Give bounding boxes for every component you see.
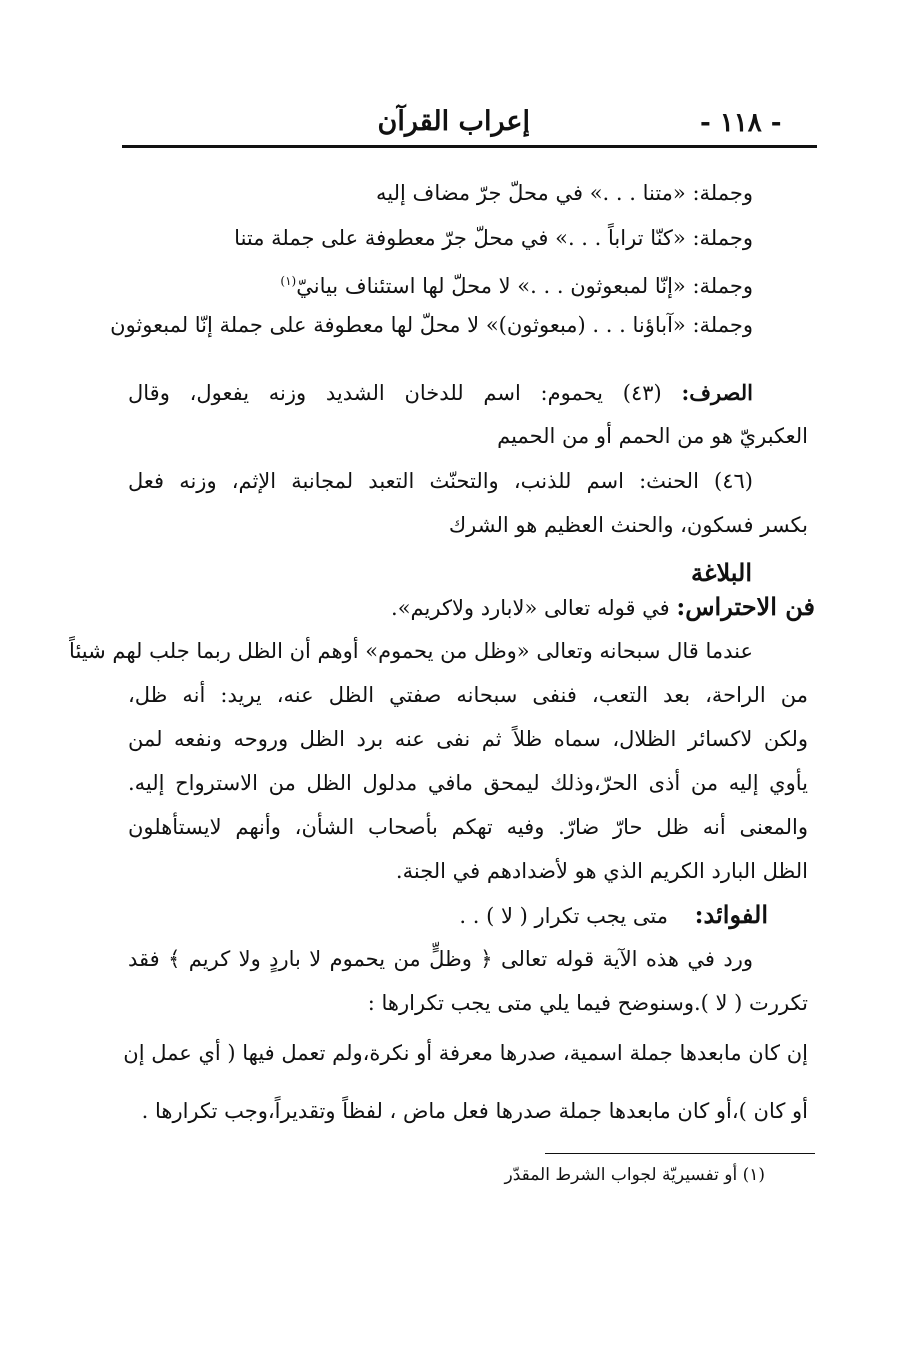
sarf-line: بكسر فسكون، والحنث العظيم هو الشرك: [448, 513, 808, 537]
sentence-line: وجملة: «متنا . . .» في محلّ جرّ مضاف إليه: [376, 181, 753, 205]
sarf-line: (٤٦) الحنث: اسم للذنب، والتحنّث التعبد لمجانبة الإثم، وزنه فعل: [128, 469, 753, 493]
footnote-rule: [545, 1153, 815, 1154]
sentence-line: [280, 266, 753, 301]
sentence-line: وجملة: «كنّا تراباً . . .» في محلّ جرّ معطوفة على جملة متنا: [234, 226, 753, 250]
fawaid-title: متى يجب تكرار ( لا ) . .: [459, 904, 668, 928]
header-rule: [122, 145, 817, 148]
balagha-line: ولكن لاكسائر الظلال، سماه ظلاً ثم نفى عنه برد الظل وروحه ونفعه لمن: [128, 727, 808, 751]
fawaid-line: ورد في هذه الآية قوله تعالى ﴿ وظلٍّ من يحموم لا باردٍ ولا كريم ﴾ فقد: [128, 947, 753, 971]
balagha-line: يأوي إليه من أذى الحرّ،وذلك ليمحق مافي مدلول الظل من الاسترواح إليه.: [128, 771, 808, 795]
balagha-heading: البلاغة: [691, 558, 752, 587]
sarf-line: العكبريّ هو من الحمم أو من الحميم: [497, 424, 808, 448]
footnote: (١) أو تفسيريّة لجواب الشرط المقدّر: [504, 1165, 765, 1185]
fawaid-label: الفوائد:: [694, 900, 768, 929]
balagha-line: عندما قال سبحانه وتعالى «وظل من يحموم» أوهم أن الظل ربما جلب لهم شيئاً: [69, 639, 753, 663]
balagha-line: الظل البارد الكريم الذي هو لأضدادهم في الجنة.: [395, 859, 808, 883]
balagha-line: من الراحة، بعد التعب، فنفى سبحانه صفتي الظل عنه، يريد: أنه ظل،: [128, 683, 808, 707]
fawaid-line: أو كان )،أو كان مابعدها جملة صدرها فعل ماض ، لفظاً وتقديراً،وجب تكرارها .: [141, 1099, 808, 1123]
ihtiras-line: [300, 592, 815, 623]
fawaid-line: إن كان مابعدها جملة اسمية، صدرها معرفة أو نكرة،ولم تعمل فيها ( أي عمل إن: [123, 1041, 808, 1065]
ihtiras-text: في قوله تعالى «لابارد ولاكريم».: [391, 596, 670, 620]
sentence-text: وجملة: «إنّا لمبعوثون . . .» لا محلّ لها استئناف بيانيّ: [296, 274, 753, 298]
sarf-label: الصرف:: [681, 380, 753, 405]
sarf-text: (٤٣) يحموم: اسم للدخان الشديد وزنه يفعول، وقال: [128, 381, 662, 405]
sarf-line: [128, 378, 753, 408]
balagha-line: والمعنى أنه ظل حارّ ضارّ. وفيه تهكم بأصحاب الشأن، وأنهم لايستأهلون: [128, 815, 808, 839]
fawaid-line: تكررت ( لا ).وسنوضح فيما يلي متى يجب تكرارها :: [367, 991, 808, 1015]
footnote-marker: (١): [280, 274, 297, 288]
page-number: - ١١٨ -: [700, 108, 782, 138]
fawaid-line: [380, 900, 768, 931]
ihtiras-label: فن الاحتراس:: [676, 592, 815, 621]
sentence-line: وجملة: «آباؤنا . . . (مبعوثون)» لا محلّ لها معطوفة على جملة إنّا لمبعوثون: [110, 313, 753, 337]
running-title: إعراب القرآن: [377, 106, 530, 137]
